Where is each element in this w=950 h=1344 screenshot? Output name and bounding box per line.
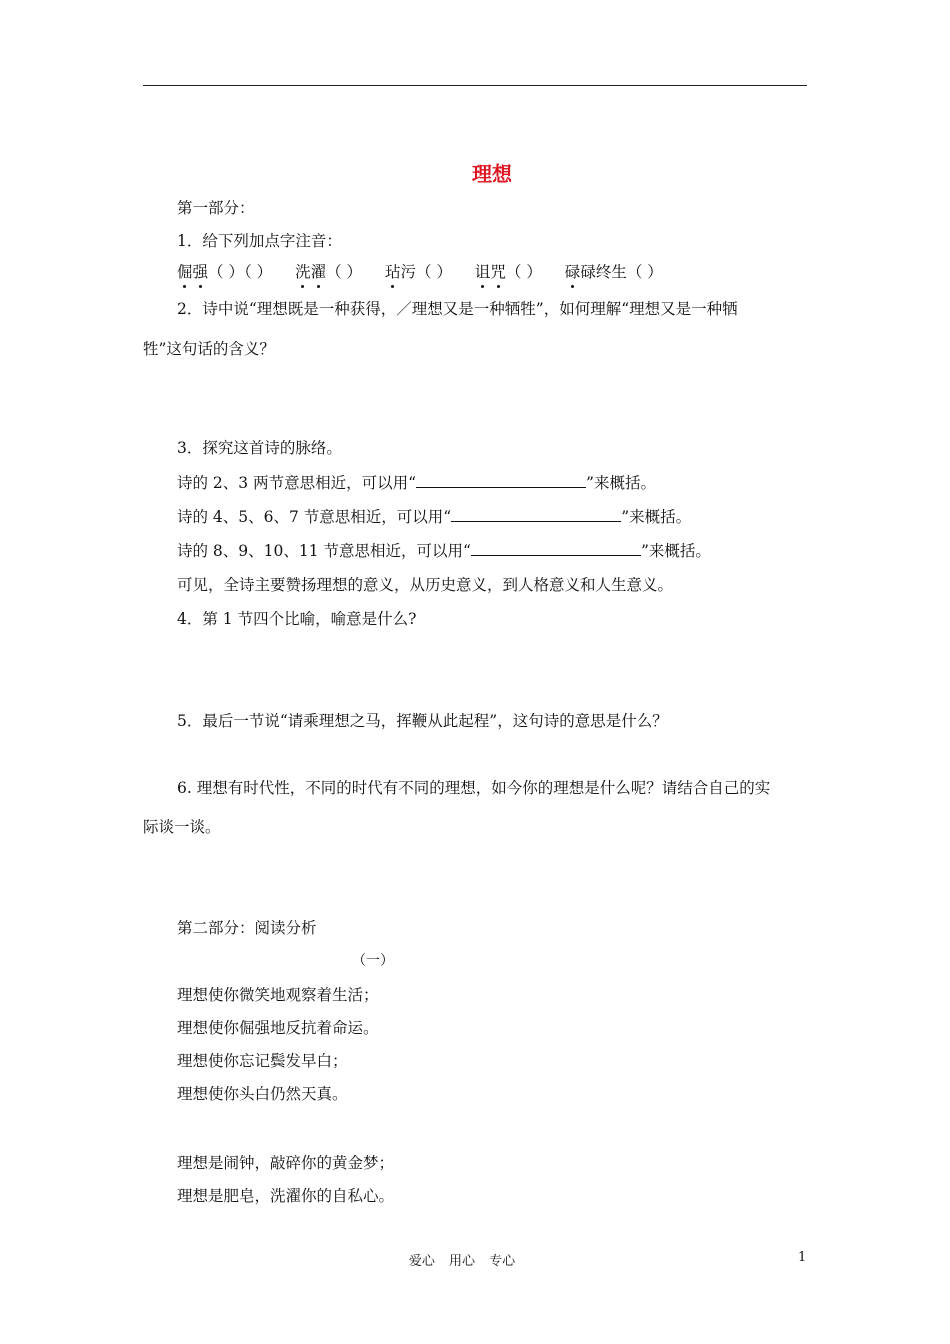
q3-row-tail: ”来概括。	[621, 508, 692, 526]
dotted-char: 濯	[310, 263, 327, 281]
dotted-char: 诅	[474, 263, 491, 281]
page-title: 理想	[472, 162, 512, 186]
dotted-char: 洗	[295, 263, 311, 281]
q2-line1: 2．诗中说“理想既是一种获得，／理想又是一种牺牲”，如何理解“理想又是一种牺	[177, 300, 738, 318]
page-number: 1	[798, 1250, 807, 1265]
q1-prompt: 1．给下列加点字注音：	[177, 232, 342, 250]
q3-row-text: 诗的 4、5、6、7 节意思相近，可以用“	[177, 508, 452, 526]
q5: 5．最后一节说“请乘理想之马，挥鞭从此起程”，这句诗的意思是什么？	[177, 712, 668, 730]
part2-heading: 第二部分：阅读分析	[177, 919, 317, 937]
q3-row-tail: ”来概括。	[586, 474, 656, 492]
answer-blank: （ ）	[416, 263, 452, 281]
q4: 4．第 1 节四个比喻，喻意是什么?	[177, 610, 417, 628]
poem-line: 理想使你头白仍然天真。	[177, 1085, 348, 1103]
q2-line2: 牲”这句话的含义？	[143, 340, 275, 358]
poem-line: 理想使你微笑地观察着生活；	[177, 986, 379, 1004]
q6-line2: 际谈一谈。	[143, 818, 221, 836]
q3-row-2	[177, 506, 691, 527]
header-rule	[143, 85, 807, 86]
q3-summary: 可见，全诗主要赞扬理想的意义，从历史意义，到人格意义和人生意义。	[177, 576, 674, 594]
q1-item-4	[475, 262, 542, 282]
poem-line: 理想是肥皂，洗濯你的自私心。	[177, 1187, 395, 1205]
q1-item-1	[177, 262, 272, 282]
q3-row-text: 诗的 2、3 两节意思相近，可以用“	[177, 474, 417, 492]
fill-blank[interactable]	[416, 472, 586, 488]
q3-prompt: 3．探究这首诗的脉络。	[177, 439, 342, 457]
dotted-char: 碌	[564, 263, 581, 281]
q3-row-tail: ”来概括。	[640, 542, 711, 560]
poem-line: 理想使你倔强地反抗着命运。	[177, 1019, 379, 1037]
poem-line: 理想是闹钟，敲碎你的黄金梦；	[177, 1154, 395, 1172]
q6-line1: 6. 理想有时代性，不同的时代有不同的理想，如今你的理想是什么呢？请结合自己的实	[177, 779, 771, 797]
dotted-char: 倔	[177, 263, 193, 281]
part1-heading: 第一部分：	[177, 199, 255, 217]
answer-blank: （ ）（ ）	[208, 263, 273, 281]
q3-row-text: 诗的 8、9、10、11 节意思相近，可以用“	[177, 542, 471, 560]
poem-line: 理想使你忘记鬓发早白；	[177, 1052, 348, 1070]
q1-items	[177, 262, 663, 282]
answer-blank: （ ）	[626, 263, 663, 281]
char: 碌终生	[580, 263, 627, 281]
dotted-char: 咒	[490, 263, 506, 281]
fill-blank[interactable]	[471, 540, 641, 556]
q3-row-1	[177, 472, 656, 493]
fill-blank[interactable]	[451, 506, 621, 522]
q1-item-2	[295, 262, 362, 282]
q3-row-3	[177, 540, 711, 561]
q1-item-3	[385, 262, 452, 282]
answer-blank: （ ）	[505, 263, 542, 281]
dotted-char: 强	[192, 263, 209, 281]
dotted-char: 玷	[384, 263, 401, 281]
answer-blank: （ ）	[326, 263, 363, 281]
section-marker: （一）	[352, 953, 394, 969]
q1-item-5	[565, 262, 663, 282]
char: 污	[400, 263, 417, 281]
footer-motto: 爱心 用心 专心	[408, 1254, 516, 1269]
